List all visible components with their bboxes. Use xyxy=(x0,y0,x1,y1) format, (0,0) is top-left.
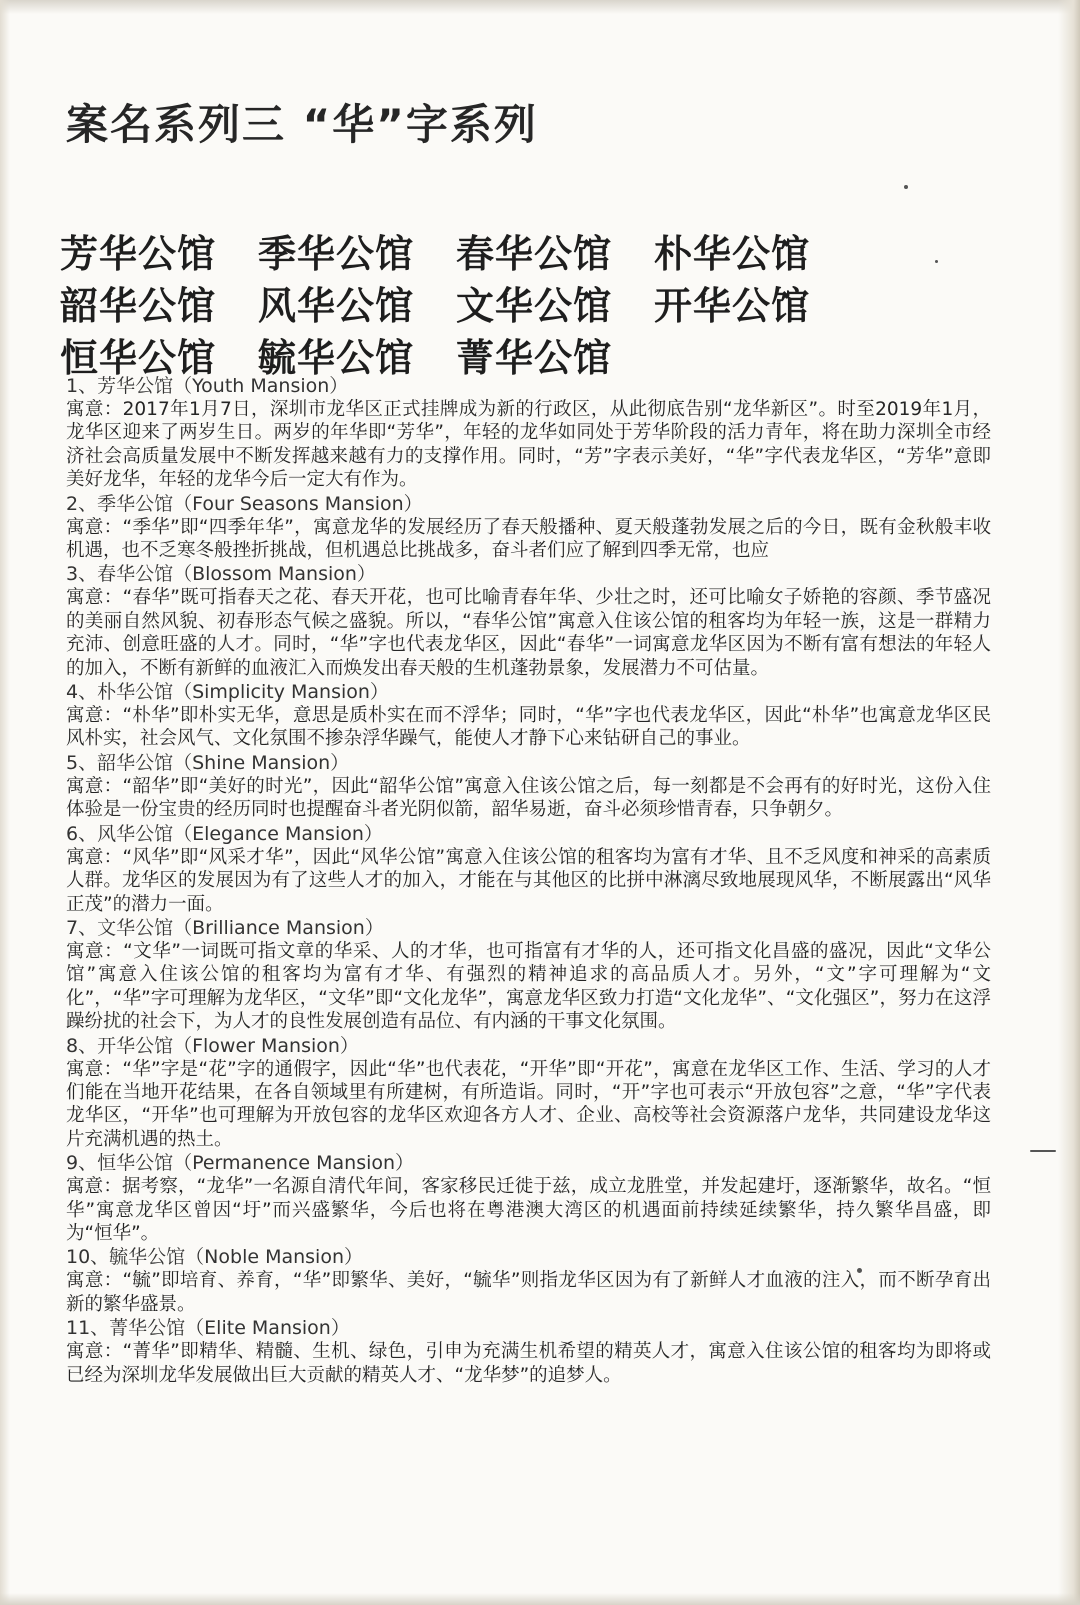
entry-heading: 9、恒华公馆（Permanence Mansion） xyxy=(66,1152,415,1175)
paper-edge-right xyxy=(1058,0,1080,1605)
entry-heading: 5、韶华公馆（Shine Mansion） xyxy=(66,751,350,774)
entry-heading: 8、开华公馆（Flower Mansion） xyxy=(66,1034,359,1057)
mansion-descriptions xyxy=(66,374,991,1387)
entry-body: 寓意：“文华”一词既可指文章的华采、人的才华，也可指富有才华的人，还可指文化昌盛的盛况，因此“文华公馆”寓意入住该公馆的租客均为富有才华、有强烈的精神追求的高品质人才。另外，“文”字可理解为“文化”，“华”字可理解为龙华区，“文华”即“文化龙华”，寓意龙华区致力打造“文化龙华”、“文化强区”，努力在这浮躁纷扰的社会下，为人才的良性发展创造有品位、有内涵的干事文化氛围。 xyxy=(66,940,991,1033)
entry-body: 寓意：“菁华”即精华、精髓、生机、绿色，引申为充满生机希望的精英人才，寓意入住该公馆的租客均为即将或已经为深圳龙华发展做出巨大贡献的精英人才、“龙华梦”的追梦人。 xyxy=(66,1341,991,1386)
entry-heading: 6、风华公馆（Elegance Mansion） xyxy=(66,822,383,845)
mansion-entry-10 xyxy=(66,1245,991,1316)
entry-body: 寓意：“韶华”即“美好的时光”，因此“韶华公馆”寓意入住该公馆之后，每一刻都是不会再有的好时光，这份入住体验是一份宝贵的经历同时也提醒奋斗者光阴似箭，韶华易逝，奋斗必须珍惜青春，只争朝夕。 xyxy=(66,775,991,821)
mansion-name: 春华公馆 xyxy=(456,232,613,276)
mansion-name: 风华公馆 xyxy=(258,284,415,328)
entry-body: 寓意：“毓”即培育、养育，“华”即繁华、美好，“毓华”则指龙华区因为有了新鲜人才血液的注入，而不断孕育出新的繁华盛景。 xyxy=(66,1270,991,1315)
mansion-entry-1 xyxy=(66,374,991,492)
mansion-name: 韶华公馆 xyxy=(60,284,217,328)
mansion-entry-8 xyxy=(66,1034,991,1152)
mansion-name: 菁华公馆 xyxy=(456,336,613,380)
entry-body: 寓意：“朴华”即朴实无华，意思是质朴实在而不浮华；同时，“华”字也代表龙华区，因此“朴华”也寓意龙华区民风朴实，社会风气、文化氛围不掺杂浮华躁气，能使人才静下心来钻研自己的事业。 xyxy=(66,705,991,750)
mansion-entry-4 xyxy=(66,680,991,751)
entry-heading: 7、文华公馆（Brilliance Mansion） xyxy=(66,916,384,939)
mansion-name: 开华公馆 xyxy=(654,284,811,328)
mansion-name: 芳华公馆 xyxy=(60,232,217,276)
paper-speck xyxy=(1030,1150,1056,1152)
mansion-entry-9 xyxy=(66,1151,991,1245)
entry-heading: 4、朴华公馆（Simplicity Mansion） xyxy=(66,681,389,704)
mansion-name-grid xyxy=(60,228,960,384)
paper-edge-bottom xyxy=(0,1593,1080,1605)
paper-edge-top xyxy=(0,0,1080,14)
entry-body: 寓意：“季华”即“四季年华”，寓意龙华的发展经历了春天般播种、夏天般蓬勃发展之后的今日，既有金秋般丰收机遇，也不乏寒冬般挫折挑战，但机遇总比挑战多，奋斗者们应了解到四季无常，也应 xyxy=(66,516,991,562)
mansion-name: 朴华公馆 xyxy=(654,232,811,276)
mansion-name: 文华公馆 xyxy=(456,284,613,328)
page-title: 案名系列三 “华”字系列 xyxy=(66,100,538,149)
mansion-name: 季华公馆 xyxy=(258,232,415,276)
paper-edge-left xyxy=(0,0,10,1605)
entry-heading: 10、毓华公馆（Noble Mansion） xyxy=(66,1246,364,1269)
entry-heading: 3、春华公馆（Blossom Mansion） xyxy=(66,563,376,586)
mansion-entry-5 xyxy=(66,751,991,822)
entry-body: 寓意：“华”字是“花”字的通假字，因此“华”也代表花，“开华”即“开花”，寓意在龙华区工作、生活、学习的人才们能在当地开花结果，在各自领域里有所建树，有所造诣。同时，“开”字也可表示“开放包容”之意，“华”字代表龙华区，“开华”也可理解为开放包容的龙华区欢迎各方人才、企业、高校等社会资源落户龙华，共同建设龙华这片充满机遇的热土。 xyxy=(66,1058,991,1150)
mansion-name: 恒华公馆 xyxy=(60,336,217,380)
mansion-entry-7 xyxy=(66,916,991,1034)
entry-body: 寓意：2017年1月7日，深圳市龙华区正式挂牌成为新的行政区，从此彻底告别“龙华新区”。时至2019年1月，龙华区迎来了两岁生日。两岁的年华即“芳华”，年轻的龙华如同处于芳华阶段的活力青年，将在助力深圳全市经济社会高质量发展中不断发挥越来越有力的支撑作用。同时，“芳”字表示美好，“华”字代表龙华区，“芳华”意即美好龙华，年轻的龙华今后一定大有作为。 xyxy=(66,399,991,491)
entry-body: 寓意：“春华”既可指春天之花、春天开花，也可比喻青春年华、少壮之时，还可比喻女子娇艳的容颜、季节盛况的美丽自然风貌、初春形态气候之盛貌。所以，“春华公馆”寓意入住该公馆的租客均为年轻一族，这是一群精力充沛、创意旺盛的人才。同时，“华”字也代表龙华区，因此“春华”一词寓意龙华区因为不断有富有想法的年轻人的加入，不断有新鲜的血液汇入而焕发出春天般的生机蓬勃景象，发展潜力不可估量。 xyxy=(66,587,991,679)
mansion-entry-11 xyxy=(66,1316,991,1387)
mansion-entry-6 xyxy=(66,822,991,916)
entry-body: 寓意：据考察，“龙华”一名源自清代年间，客家移民迁徙于兹，成立龙胜堂，并发起建圩，逐渐繁华，故名。“恒华”寓意龙华区曾因“圩”而兴盛繁华，今后也将在粤港澳大湾区的机遇面前持续延续繁华，持久繁华昌盛，即为“恒华”。 xyxy=(66,1176,991,1244)
mansion-name: 毓华公馆 xyxy=(258,336,415,380)
mansion-entry-2 xyxy=(66,492,991,563)
entry-body: 寓意：“风华”即“风采才华”，因此“风华公馆”寓意入住该公馆的租客均为富有才华、且不乏风度和神采的高素质人群。龙华区的发展因为有了这些人才的加入，才能在与其他区的比拼中淋漓尽致地展现风华，不断展露出“风华正茂”的潜力一面。 xyxy=(66,846,991,915)
entry-heading: 11、菁华公馆（Elite Mansion） xyxy=(66,1317,350,1340)
mansion-entry-3 xyxy=(66,562,991,680)
paper-speck xyxy=(904,185,908,189)
entry-heading: 2、季华公馆（Four Seasons Mansion） xyxy=(66,492,423,515)
entry-heading: 1、芳华公馆（Youth Mansion） xyxy=(66,375,349,397)
